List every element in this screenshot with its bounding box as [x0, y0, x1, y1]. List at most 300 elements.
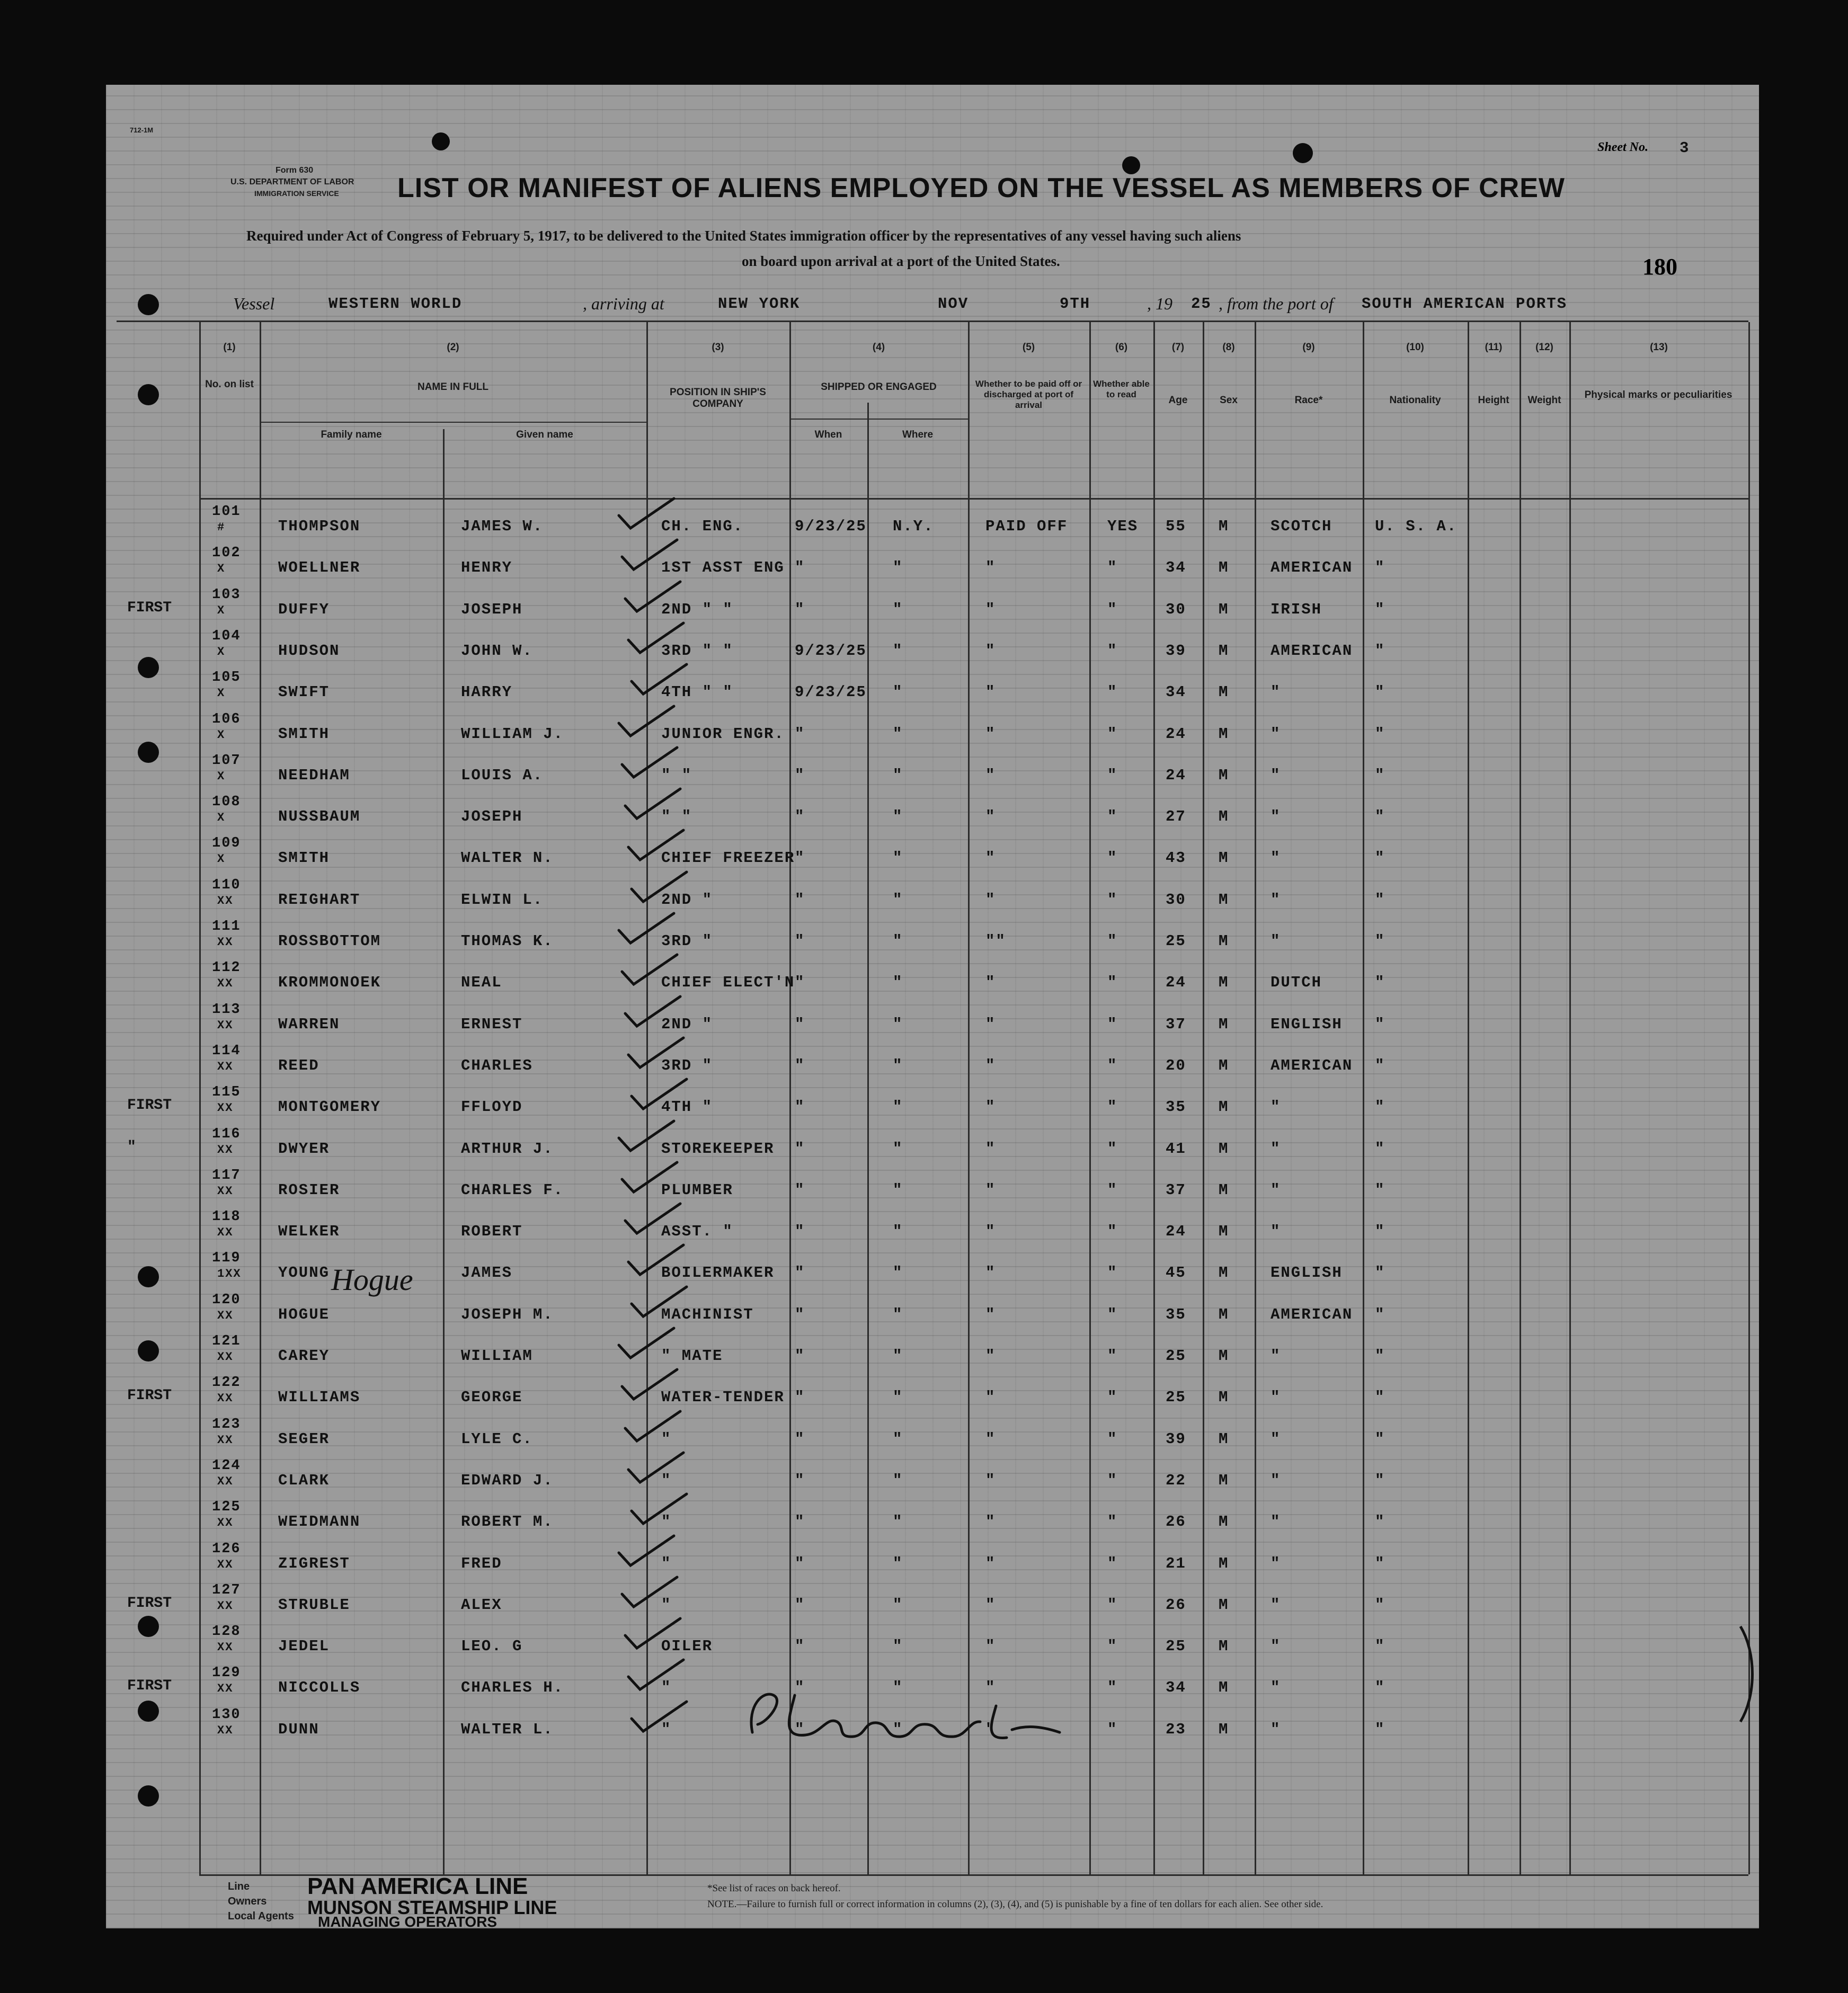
- cell-race: ": [1270, 1554, 1281, 1572]
- cell-family: ROSSBOTTOM: [278, 932, 381, 950]
- cell-race: ": [1270, 1223, 1281, 1241]
- cell-position: 2ND ": [661, 1015, 713, 1033]
- cell-age: 45: [1166, 1264, 1186, 1282]
- check-mark-icon: [627, 1284, 691, 1321]
- cell-read: ": [1107, 1720, 1118, 1738]
- row-mark: X: [217, 603, 226, 617]
- header-inner-line: [789, 419, 968, 420]
- cell-paid: ": [985, 1140, 996, 1158]
- margin-note: FIRST: [127, 1387, 172, 1404]
- cell-family: DUNN: [278, 1720, 319, 1738]
- col-header-family: Family name: [321, 429, 382, 440]
- cell-paid: ": [985, 1181, 996, 1199]
- cell-position: 1ST ASST ENG: [661, 559, 785, 577]
- cell-when: ": [795, 1223, 805, 1241]
- cell-given: JOHN W.: [461, 642, 533, 660]
- cell-when: ": [795, 932, 805, 950]
- cell-when: ": [795, 559, 805, 577]
- check-mark-icon: [621, 1408, 685, 1445]
- cell-nat: ": [1375, 1140, 1385, 1158]
- cell-read: ": [1107, 1596, 1118, 1614]
- cell-paid: ": [985, 1015, 996, 1033]
- page-number: 180: [1642, 254, 1677, 280]
- cell-sex: M: [1219, 1015, 1229, 1033]
- cell-when: 9/23/25: [795, 518, 867, 535]
- cell-race: ": [1270, 1098, 1281, 1116]
- margin-bracket: [1738, 1621, 1759, 1727]
- punch-hole: [138, 1785, 159, 1807]
- cell-where: ": [893, 1596, 903, 1614]
- row-number: 110: [212, 877, 241, 893]
- cell-where: ": [893, 1554, 903, 1572]
- cell-nat: ": [1375, 1430, 1385, 1448]
- cell-when: ": [795, 1056, 805, 1074]
- col-header-weight: Weight: [1527, 395, 1561, 406]
- cell-read: ": [1107, 683, 1118, 701]
- row-mark: XX: [217, 1184, 234, 1198]
- cell-family: SWIFT: [278, 683, 330, 701]
- cell-given: FRED: [461, 1554, 502, 1572]
- table-row: [106, 752, 1759, 796]
- cell-position: OILER: [661, 1638, 713, 1656]
- cell-paid: ": [985, 849, 996, 867]
- cell-nat: ": [1375, 849, 1385, 867]
- cell-race: ": [1270, 808, 1281, 826]
- cell-position: CHIEF FREEZER: [661, 849, 795, 867]
- row-mark: XX: [217, 1392, 234, 1405]
- table-row: [106, 547, 1759, 589]
- cell-where: ": [893, 1471, 903, 1489]
- cell-nat: ": [1375, 1181, 1385, 1199]
- cell-age: 26: [1166, 1596, 1186, 1614]
- cell-paid: ": [985, 1471, 996, 1489]
- cell-sex: M: [1219, 1347, 1229, 1365]
- row-number: 128: [212, 1624, 241, 1640]
- row-mark: XX: [217, 1226, 234, 1240]
- cell-given: GEORGE: [461, 1389, 523, 1407]
- cell-given: WALTER L.: [461, 1720, 554, 1738]
- cell-race: DUTCH: [1270, 974, 1322, 992]
- cell-position: " MATE: [661, 1347, 723, 1365]
- cell-when: ": [795, 725, 805, 743]
- cell-age: 37: [1166, 1015, 1186, 1033]
- table-row: [106, 835, 1759, 879]
- cell-family: HUDSON: [278, 642, 340, 660]
- cell-read: ": [1107, 1430, 1118, 1448]
- cell-nat: ": [1375, 600, 1385, 618]
- cell-given: HENRY: [461, 559, 513, 577]
- cell-paid: ": [985, 1638, 996, 1656]
- cell-position: MACHINIST: [661, 1305, 754, 1323]
- punch-hole: [138, 294, 159, 315]
- table-row: [106, 506, 1759, 547]
- row-mark: XX: [217, 894, 234, 907]
- vessel-label: Vessel: [233, 294, 275, 313]
- cell-when: ": [795, 1430, 805, 1448]
- cell-position: 3RD ": [661, 932, 713, 950]
- col-header-shipped: SHIPPED OR ENGAGED: [821, 381, 937, 393]
- row-mark: XX: [217, 1558, 234, 1571]
- cell-position: ": [661, 1471, 672, 1489]
- cell-nat: ": [1375, 683, 1385, 701]
- cell-age: 24: [1166, 1223, 1186, 1241]
- cell-read: ": [1107, 600, 1118, 618]
- cell-when: ": [795, 1181, 805, 1199]
- page-title: LIST OR MANIFEST OF ALIENS EMPLOYED ON THE VESSEL AS MEMBERS OF CREW: [397, 173, 1565, 203]
- cell-nat: ": [1375, 1638, 1385, 1656]
- cell-where: ": [893, 1056, 903, 1074]
- cell-given: THOMAS K.: [461, 932, 554, 950]
- table-row: [106, 672, 1759, 713]
- cell-read: ": [1107, 1347, 1118, 1365]
- cell-sex: M: [1219, 1430, 1229, 1448]
- table-row: [106, 586, 1759, 630]
- col-4-number: (4): [872, 342, 885, 353]
- cell-family: WILLIAMS: [278, 1389, 361, 1407]
- table-row: [106, 1457, 1759, 1501]
- table-row: [106, 1045, 1759, 1087]
- cell-race: ": [1270, 849, 1281, 867]
- cell-where: ": [893, 808, 903, 826]
- cell-nat: ": [1375, 1554, 1385, 1572]
- cell-sex: M: [1219, 891, 1229, 909]
- sheet-label: Sheet No.: [1597, 140, 1648, 154]
- col-11-number: (11): [1485, 342, 1503, 353]
- check-mark-icon: [621, 579, 685, 616]
- cell-sex: M: [1219, 766, 1229, 784]
- cell-age: 22: [1166, 1471, 1186, 1489]
- cell-age: 23: [1166, 1720, 1186, 1738]
- vessel-line: [233, 294, 1706, 321]
- check-mark-icon: [621, 1615, 685, 1652]
- table-row: [106, 1128, 1759, 1170]
- col-12-number: (12): [1535, 342, 1553, 353]
- cell-sex: M: [1219, 518, 1229, 535]
- row-mark: #: [217, 521, 226, 534]
- check-mark-icon: [624, 1242, 688, 1279]
- row-mark: XX: [217, 1516, 234, 1530]
- check-mark-icon: [627, 661, 691, 698]
- cell-read: ": [1107, 559, 1118, 577]
- cell-family: YOUNG: [278, 1264, 330, 1282]
- cell-age: 34: [1166, 683, 1186, 701]
- footer-line-label: Line: [228, 1881, 250, 1892]
- cell-position: 4TH ": [661, 1098, 713, 1116]
- cell-when: ": [795, 1098, 805, 1116]
- row-number: 106: [212, 711, 241, 727]
- cell-given: JOSEPH M.: [461, 1305, 554, 1323]
- cell-given: ARTHUR J.: [461, 1140, 554, 1158]
- margin-note: FIRST: [127, 1678, 172, 1695]
- cell-family: SMITH: [278, 849, 330, 867]
- cell-family: SMITH: [278, 725, 330, 743]
- row-mark: XX: [217, 1018, 234, 1032]
- cell-paid: ": [985, 1513, 996, 1531]
- cell-when: ": [795, 1596, 805, 1614]
- cell-sex: M: [1219, 974, 1229, 992]
- table-row: [106, 1167, 1759, 1211]
- margin-note: FIRST: [127, 1097, 172, 1114]
- cell-read: ": [1107, 1554, 1118, 1572]
- cell-read: ": [1107, 1181, 1118, 1199]
- cell-nat: ": [1375, 1015, 1385, 1033]
- cell-age: 25: [1166, 1638, 1186, 1656]
- check-mark-icon: [621, 993, 685, 1030]
- col-header-age: Age: [1168, 395, 1188, 406]
- cell-sex: M: [1219, 1679, 1229, 1697]
- cell-read: ": [1107, 932, 1118, 950]
- manifest-sheet: [106, 85, 1759, 1928]
- subtitle-line-2: on board upon arrival at a port of the United States.: [742, 253, 1060, 269]
- cell-position: ": [661, 1554, 672, 1572]
- footer-agents-label: Local Agents: [228, 1910, 294, 1922]
- cell-family: WELKER: [278, 1223, 340, 1241]
- cell-race: ": [1270, 1389, 1281, 1407]
- row-number: 123: [212, 1416, 241, 1433]
- table-row: [106, 1377, 1759, 1418]
- margin-note: FIRST: [127, 1595, 172, 1612]
- cell-read: ": [1107, 808, 1118, 826]
- check-mark-icon: [615, 910, 678, 947]
- check-mark-icon: [615, 703, 678, 740]
- cell-read: ": [1107, 1264, 1118, 1282]
- row-number: 108: [212, 794, 241, 811]
- cell-when: ": [795, 1015, 805, 1033]
- cell-nat: ": [1375, 1471, 1385, 1489]
- cell-sex: M: [1219, 1223, 1229, 1241]
- table-row: [106, 1294, 1759, 1336]
- cell-family: ZIGREST: [278, 1554, 350, 1572]
- cell-given: ELWIN L.: [461, 891, 544, 909]
- cell-read: ": [1107, 1015, 1118, 1033]
- table-row: [106, 1416, 1759, 1460]
- cell-paid: ": [985, 766, 996, 784]
- cell-age: 34: [1166, 1679, 1186, 1697]
- cell-where: ": [893, 642, 903, 660]
- cell-position: PLUMBER: [661, 1181, 733, 1199]
- cell-race: AMERICAN: [1270, 559, 1353, 577]
- cell-where: ": [893, 1679, 903, 1697]
- stamp-owners: MUNSON STEAMSHIP LINE: [307, 1897, 557, 1918]
- cell-given: HARRY: [461, 683, 513, 701]
- cell-sex: M: [1219, 1471, 1229, 1489]
- row-number: 103: [212, 586, 241, 603]
- col-header-height: Height: [1478, 395, 1509, 406]
- cell-when: 9/23/25: [795, 642, 867, 660]
- stamp-line: PAN AMERICA LINE: [307, 1873, 528, 1899]
- cell-family: STRUBLE: [278, 1596, 350, 1614]
- cell-family: HOGUE: [278, 1305, 330, 1323]
- row-number: 101: [212, 504, 241, 520]
- row-mark: X: [217, 645, 226, 659]
- from-port: SOUTH AMERICAN PORTS: [1362, 295, 1568, 313]
- cell-where: ": [893, 1223, 903, 1241]
- cell-paid: ": [985, 725, 996, 743]
- margin-note: FIRST: [127, 599, 172, 616]
- cell-family: REIGHART: [278, 891, 361, 909]
- cell-nat: ": [1375, 932, 1385, 950]
- cell-nat: ": [1375, 974, 1385, 992]
- cell-race: ": [1270, 1720, 1281, 1738]
- cell-age: 35: [1166, 1305, 1186, 1323]
- cell-read: ": [1107, 849, 1118, 867]
- check-mark-icon: [618, 951, 681, 989]
- cell-sex: M: [1219, 1305, 1229, 1323]
- cell-when: 9/23/25: [795, 683, 867, 701]
- col-10-number: (10): [1406, 342, 1424, 353]
- cell-position: ": [661, 1596, 672, 1614]
- row-mark: XX: [217, 1723, 234, 1737]
- cell-paid: ": [985, 1554, 996, 1572]
- cell-nat: ": [1375, 1389, 1385, 1407]
- divider: [117, 321, 1748, 322]
- col-header-physical: Physical marks or peculiarities: [1584, 389, 1732, 401]
- table-row: [106, 1582, 1759, 1626]
- cell-sex: M: [1219, 1140, 1229, 1158]
- row-mark: X: [217, 769, 226, 783]
- cell-when: ": [795, 974, 805, 992]
- subtitle-line-1: Required under Act of Congress of February 5, 1917, to be delivered to the United States immigration officer by the representatives of any vessel having such aliens: [246, 228, 1241, 244]
- cell-sex: M: [1219, 1513, 1229, 1531]
- cell-nat: ": [1375, 1679, 1385, 1697]
- table-row: [106, 921, 1759, 962]
- cell-when: ": [795, 891, 805, 909]
- cell-given: ERNEST: [461, 1015, 523, 1033]
- cell-nat: ": [1375, 1305, 1385, 1323]
- cell-age: 43: [1166, 849, 1186, 867]
- row-number: 129: [212, 1665, 241, 1681]
- cell-race: AMERICAN: [1270, 1305, 1353, 1323]
- cell-position: JUNIOR ENGR.: [661, 725, 785, 743]
- cell-where: ": [893, 1181, 903, 1199]
- punch-hole: [432, 132, 450, 150]
- cell-age: 25: [1166, 1389, 1186, 1407]
- cell-where: ": [893, 766, 903, 784]
- table-row: [106, 962, 1759, 1003]
- form-department: U.S. DEPARTMENT OF LABOR: [230, 177, 354, 186]
- cell-given: CHARLES: [461, 1056, 533, 1074]
- cell-age: 39: [1166, 1430, 1186, 1448]
- row-number: 119: [212, 1250, 241, 1267]
- form-code: 712-1M: [130, 126, 154, 134]
- row-mark: XX: [217, 1474, 234, 1488]
- cell-when: ": [795, 1554, 805, 1572]
- cell-age: 37: [1166, 1181, 1186, 1199]
- cell-given: JOSEPH: [461, 808, 523, 826]
- cell-race: ": [1270, 891, 1281, 909]
- cell-paid: PAID OFF: [985, 518, 1068, 535]
- check-mark-icon: [627, 1698, 691, 1736]
- cell-given: JOSEPH: [461, 600, 523, 618]
- cell-age: 30: [1166, 891, 1186, 909]
- cell-where: ": [893, 725, 903, 743]
- cell-age: 24: [1166, 766, 1186, 784]
- row-mark: XX: [217, 1143, 234, 1156]
- row-number: 113: [212, 1001, 241, 1018]
- cell-paid: ": [985, 600, 996, 618]
- row-number: 117: [212, 1167, 241, 1184]
- cell-nat: ": [1375, 642, 1385, 660]
- cell-sex: M: [1219, 642, 1229, 660]
- row-mark: X: [217, 852, 226, 866]
- cell-nat: ": [1375, 1513, 1385, 1531]
- cell-race: ": [1270, 1181, 1281, 1199]
- cell-position: CH. ENG.: [661, 518, 744, 535]
- footer-fine-note: NOTE.—Failure to furnish full or correct information in columns (2), (3), (4), and (5) is punishable by a fine of ten dollars for each alien. See other side.: [707, 1899, 1323, 1910]
- cell-when: ": [795, 808, 805, 826]
- row-number: 115: [212, 1084, 241, 1101]
- cell-paid: ": [985, 1679, 996, 1697]
- punch-hole: [1293, 143, 1313, 163]
- cell-position: BOILERMAKER: [661, 1264, 775, 1282]
- cell-sex: M: [1219, 559, 1229, 577]
- cell-paid: ": [985, 808, 996, 826]
- cell-when: ": [795, 1347, 805, 1365]
- row-mark: XX: [217, 1060, 234, 1073]
- cell-given: JAMES: [461, 1264, 513, 1282]
- cell-sex: M: [1219, 683, 1229, 701]
- table-row: [106, 879, 1759, 921]
- row-number: 105: [212, 670, 241, 686]
- cell-where: ": [893, 1720, 903, 1738]
- table-row: [106, 796, 1759, 838]
- cell-family: KROMMONOEK: [278, 974, 381, 992]
- cell-age: 39: [1166, 642, 1186, 660]
- cell-race: ": [1270, 1638, 1281, 1656]
- cell-race: ": [1270, 1513, 1281, 1531]
- cell-nat: ": [1375, 808, 1385, 826]
- cell-when: ": [795, 1679, 805, 1697]
- cell-read: ": [1107, 974, 1118, 992]
- cell-position: ": [661, 1679, 672, 1697]
- row-mark: XX: [217, 1433, 234, 1447]
- row-number: 112: [212, 960, 241, 976]
- col-9-number: (9): [1302, 342, 1315, 353]
- check-mark-icon: [627, 1491, 691, 1528]
- cell-race: ": [1270, 1596, 1281, 1614]
- cell-family: NICCOLLS: [278, 1679, 361, 1697]
- cell-sex: M: [1219, 1554, 1229, 1572]
- official-signature: [731, 1674, 1102, 1759]
- cell-when: ": [795, 1140, 805, 1158]
- row-number: 121: [212, 1333, 241, 1349]
- punch-hole: [138, 384, 159, 405]
- cell-when: ": [795, 1389, 805, 1407]
- row-number: 125: [212, 1499, 241, 1516]
- cell-race: AMERICAN: [1270, 642, 1353, 660]
- cell-when: ": [795, 1471, 805, 1489]
- cell-sex: M: [1219, 932, 1229, 950]
- cell-read: ": [1107, 1389, 1118, 1407]
- cell-paid: ": [985, 642, 996, 660]
- cell-given: FFLOYD: [461, 1098, 523, 1116]
- cell-family: THOMPSON: [278, 518, 361, 535]
- table-row: [106, 1626, 1759, 1667]
- cell-age: 27: [1166, 808, 1186, 826]
- check-mark-icon: [618, 1574, 681, 1611]
- check-mark-icon: [615, 1533, 678, 1570]
- cell-sex: M: [1219, 1720, 1229, 1738]
- row-mark: XX: [217, 936, 234, 949]
- cell-paid: ": [985, 1098, 996, 1116]
- cell-sex: M: [1219, 725, 1229, 743]
- cell-given: CHARLES F.: [461, 1181, 564, 1199]
- cell-age: 24: [1166, 725, 1186, 743]
- cell-race: ": [1270, 1679, 1281, 1697]
- cell-where: ": [893, 891, 903, 909]
- arrival-year: 25: [1191, 295, 1212, 313]
- check-mark-icon: [621, 786, 685, 823]
